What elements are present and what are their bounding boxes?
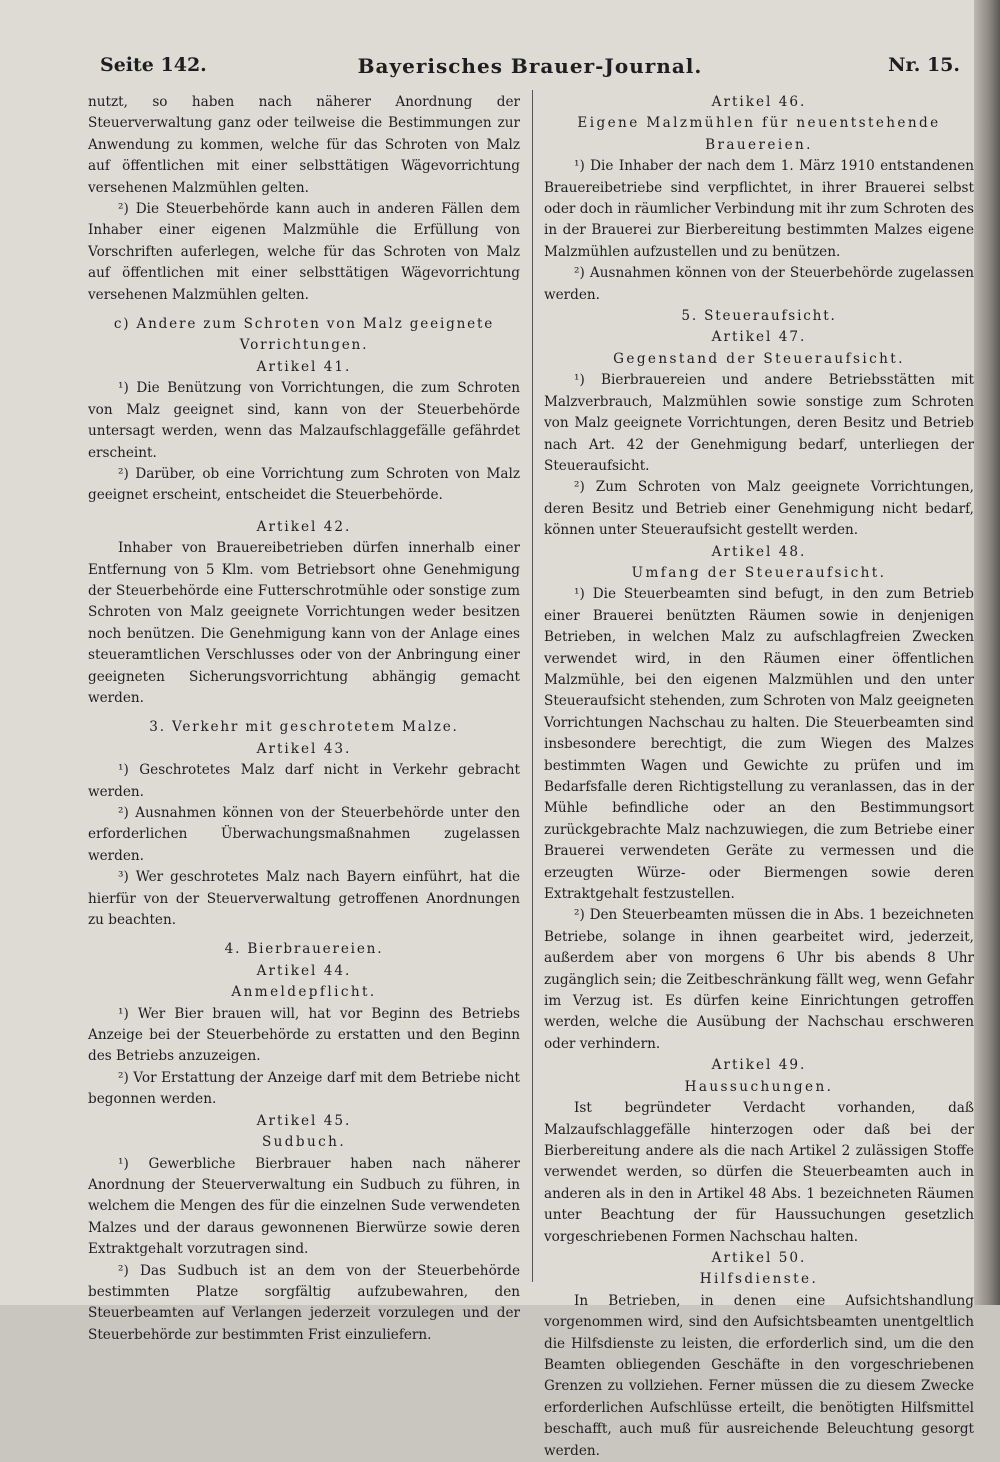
right-column bbox=[544, 92, 974, 1462]
issue-number: Nr. 15. bbox=[888, 54, 960, 76]
article-subtitle: Umfang der Steueraufsicht. bbox=[631, 564, 887, 581]
paragraph: nutzt, so haben nach näherer Anordnung der Steuerverwaltung ganz oder teilweise die Bestimmungen zur Anwendung zu kommen, welche für das Schroten von Malz auf öffentlichen mit einer selbsttätigen Wägevorrichtung versehenen Malzmühlen gelten. bbox=[88, 94, 520, 196]
paragraph: ²) Vor Erstattung der Anzeige darf mit dem Betriebe nicht begonnen werden. bbox=[88, 1069, 520, 1108]
section-heading: c) Andere zum Schroten von Malz geeignete Vorrichtungen. bbox=[113, 316, 495, 354]
left-column bbox=[88, 92, 520, 1346]
page-header bbox=[100, 54, 960, 88]
article-heading: Artikel 43. bbox=[256, 740, 352, 757]
article-subtitle: Hilfsdienste. bbox=[699, 1271, 819, 1288]
paragraph: ²) Darüber, ob eine Vorrichtung zum Schroten von Malz geeignet erscheint, entscheidet die Steuerbehörde. bbox=[88, 465, 520, 504]
article-heading: Artikel 50. bbox=[711, 1249, 807, 1266]
article-heading: Artikel 48. bbox=[711, 543, 807, 560]
article-subtitle: Eigene Malzmühlen für neuentstehende Brauereien. bbox=[577, 115, 941, 153]
article-heading: Artikel 42. bbox=[256, 518, 352, 535]
paragraph: ²) Zum Schroten von Malz geeignete Vorrichtungen, deren Besitz und Betrieb einer Genehmigung nicht bedarf, können unter Steueraufsicht gestellt werden. bbox=[544, 479, 974, 539]
article-heading: Artikel 41. bbox=[256, 358, 352, 375]
article-subtitle: Anmeldepflicht. bbox=[231, 984, 377, 1001]
page-number: Seite 142. bbox=[100, 54, 207, 76]
section-heading: 4. Bierbrauereien. bbox=[224, 941, 384, 958]
paragraph: ¹) Die Benützung von Vorrichtungen, die zum Schroten von Malz geeignet sind, kann von der Steuerbehörde untersagt werden, wenn das Malzaufschlaggefälle gefährdet erscheint. bbox=[88, 380, 520, 461]
article-heading: Artikel 45. bbox=[256, 1112, 352, 1129]
paragraph: Ist begründeter Verdacht vorhanden, daß Malzaufschlaggefälle hinterzogen oder daß bei der Bierbereitung andere als die nach Artikel 2 zulässigen Stoffe verwendet werden, so dürfen die Steuerbeamten auch in anderen als in den in Artikel 48 Abs. 1 bezeichneten Räumen unter Beachtung der für Haussuchungen gesetzlich vorgeschriebenen Formen Nachschau halten. bbox=[544, 1100, 974, 1245]
page-edge-shadow bbox=[974, 0, 1000, 1305]
column-divider bbox=[532, 90, 533, 1282]
paragraph: In Betrieben, in denen eine Aufsichtshandlung vorgenommen wird, sind den Aufsichtsbeamten unentgeltlich die Hilfsdienste zu leisten, die erforderlich sind, um die den Beamten obliegenden Geschäfte in den vorgeschriebenen Grenzen zu vollziehen. Ferner müssen die zu diesem Zwecke erforderlichen Aufschlüsse erteilt, die benötigten Hilfsmittel beschafft, auch muß für ausreichende Beleuchtung gesorgt werden. bbox=[544, 1292, 974, 1459]
paragraph: ³) Wer geschrotetes Malz nach Bayern einführt, hat die hierfür von der Steuerverwaltung getroffenen Anordnungen zu beachten. bbox=[88, 869, 520, 929]
article-subtitle: Gegenstand der Steueraufsicht. bbox=[613, 350, 905, 367]
paragraph: ¹) Gewerbliche Bierbrauer haben nach näherer Anordnung der Steuerverwaltung ein Sudbuch zu führen, in welchem die Mengen des für die einzelnen Sude verwendeten Malzes und der daraus gewonnenen Bierwürze sowie deren Extraktgehalt vorzutragen sind. bbox=[88, 1155, 520, 1258]
paragraph: ¹) Die Inhaber der nach dem 1. März 1910 entstandenen Brauereibetriebe sind verpflichtet, in ihrer Brauerei selbst oder doch in räumlicher Verbindung mit ihr zum Schroten des in der Brauerei zur Bierbereitung bestimmten Malzes eigene Malzmühlen aufzustellen und zu benützen. bbox=[544, 158, 974, 260]
article-heading: Artikel 49. bbox=[711, 1057, 807, 1074]
article-heading: Artikel 46. bbox=[711, 94, 807, 110]
paragraph: ²) Den Steuerbeamten müssen die in Abs. 1 bezeichneten Betriebe, solange in ihnen gearbeitet wird, jederzeit, außerdem aber von morgens 6 Uhr bis abends 8 Uhr zugänglich sein; die Zeitbeschränkung fällt weg, wenn Gefahr im Verzug ist. Es dürfen keine Einrichtungen getroffen werden, welche die Ausübung der Nachschau erschweren oder verhindern. bbox=[544, 907, 974, 1052]
journal-title: Bayerisches Brauer-Journal. bbox=[357, 54, 703, 78]
paragraph: ²) Die Steuerbehörde kann auch in anderen Fällen dem Inhaber einer eigenen Malzmühle die Erfüllung von Vorschriften auferlegen, welche für das Schroten von Malz auf öffentlichen mit einer selbsttätigen Wägevorrichtung versehenen Malzmühlen gelten. bbox=[88, 201, 520, 303]
section-heading: 3. Verkehr mit geschrotetem Malze. bbox=[149, 719, 459, 736]
article-subtitle: Sudbuch. bbox=[261, 1134, 347, 1151]
article-heading: Artikel 44. bbox=[256, 962, 352, 979]
paragraph: ¹) Geschrotetes Malz darf nicht in Verkehr gebracht werden. bbox=[88, 762, 520, 800]
article-subtitle: Haussuchungen. bbox=[684, 1078, 834, 1095]
paragraph: ¹) Bierbrauereien und andere Betriebsstätten mit Malzverbrauch, Malzmühlen sowie sonstige zum Schroten von Malz geeignete Vorrichtungen, deren Besitz und Betrieb nach Art. 42 der Genehmigung bedarf, unterliegen der Steueraufsicht. bbox=[544, 372, 974, 474]
paragraph: ¹) Wer Bier brauen will, hat vor Beginn des Betriebs Anzeige bei der Steuerbehörde zu erstatten und den Beginn des Betriebs anzuzeigen. bbox=[88, 1005, 520, 1065]
paragraph: Inhaber von Brauereibetrieben dürfen innerhalb einer Entfernung von 5 Klm. vom Betriebsort ohne Genehmigung der Steuerbehörde eine Futterschrotmühle oder sonstige zum Schroten von Malz geeignete Vorrichtungen weder besitzen noch benützen. Die Genehmigung kann von der Anlage eines steueramtlichen Verschlusses oder von der Anbringung einer geeigneten Sicherungsvorrichtung abhängig gemacht werden. bbox=[88, 540, 520, 706]
article-heading: Artikel 47. bbox=[711, 329, 807, 346]
paragraph: ¹) Die Steuerbeamten sind befugt, in den zum Betrieb einer Brauerei benützten Räumen sowie in denjenigen Betrieben, in welchen Malz zu aufschlagfreien Zwecken verwendet wird, in den Räumen einer öffentlichen Malzmühle, bei den eigenen Malzmühlen und den unter Steueraufsicht stehenden, zum Schroten von Malz geeigneten Vorrichtungen Nachschau zu halten. Die Steuerbeamten sind insbesondere berechtigt, die zum Wiegen des Malzes bestimmten Wagen und Gewichte zu prüfen und im Bedarfsfalle deren Richtigstellung zu veranlassen, das in der Mühle befindliche oder an den Bestimmungsort zurückgebrachte Malz nachzuwiegen, die zum Betriebe einer Brauerei verwendeten Geräte zu vermessen und die erzeugten Würze- oder Biermengen sowie deren Extraktgehalt festzustellen. bbox=[544, 586, 974, 903]
paragraph: ²) Ausnahmen können von der Steuerbehörde unter den erforderlichen Überwachungsmaßnahmen zugelassen werden. bbox=[88, 805, 520, 864]
section-heading: 5. Steueraufsicht. bbox=[681, 308, 837, 325]
paragraph: ²) Das Sudbuch ist an dem von der Steuerbehörde bestimmten Platze sorgfältig aufzubewahren, den Steuerbeamten auf Verlangen jederzeit vorzulegen und der Steuerbehörde zur bestimmten Frist einzuliefern. bbox=[88, 1262, 520, 1343]
paragraph: ²) Ausnahmen können von der Steuerbehörde zugelassen werden. bbox=[544, 265, 974, 303]
